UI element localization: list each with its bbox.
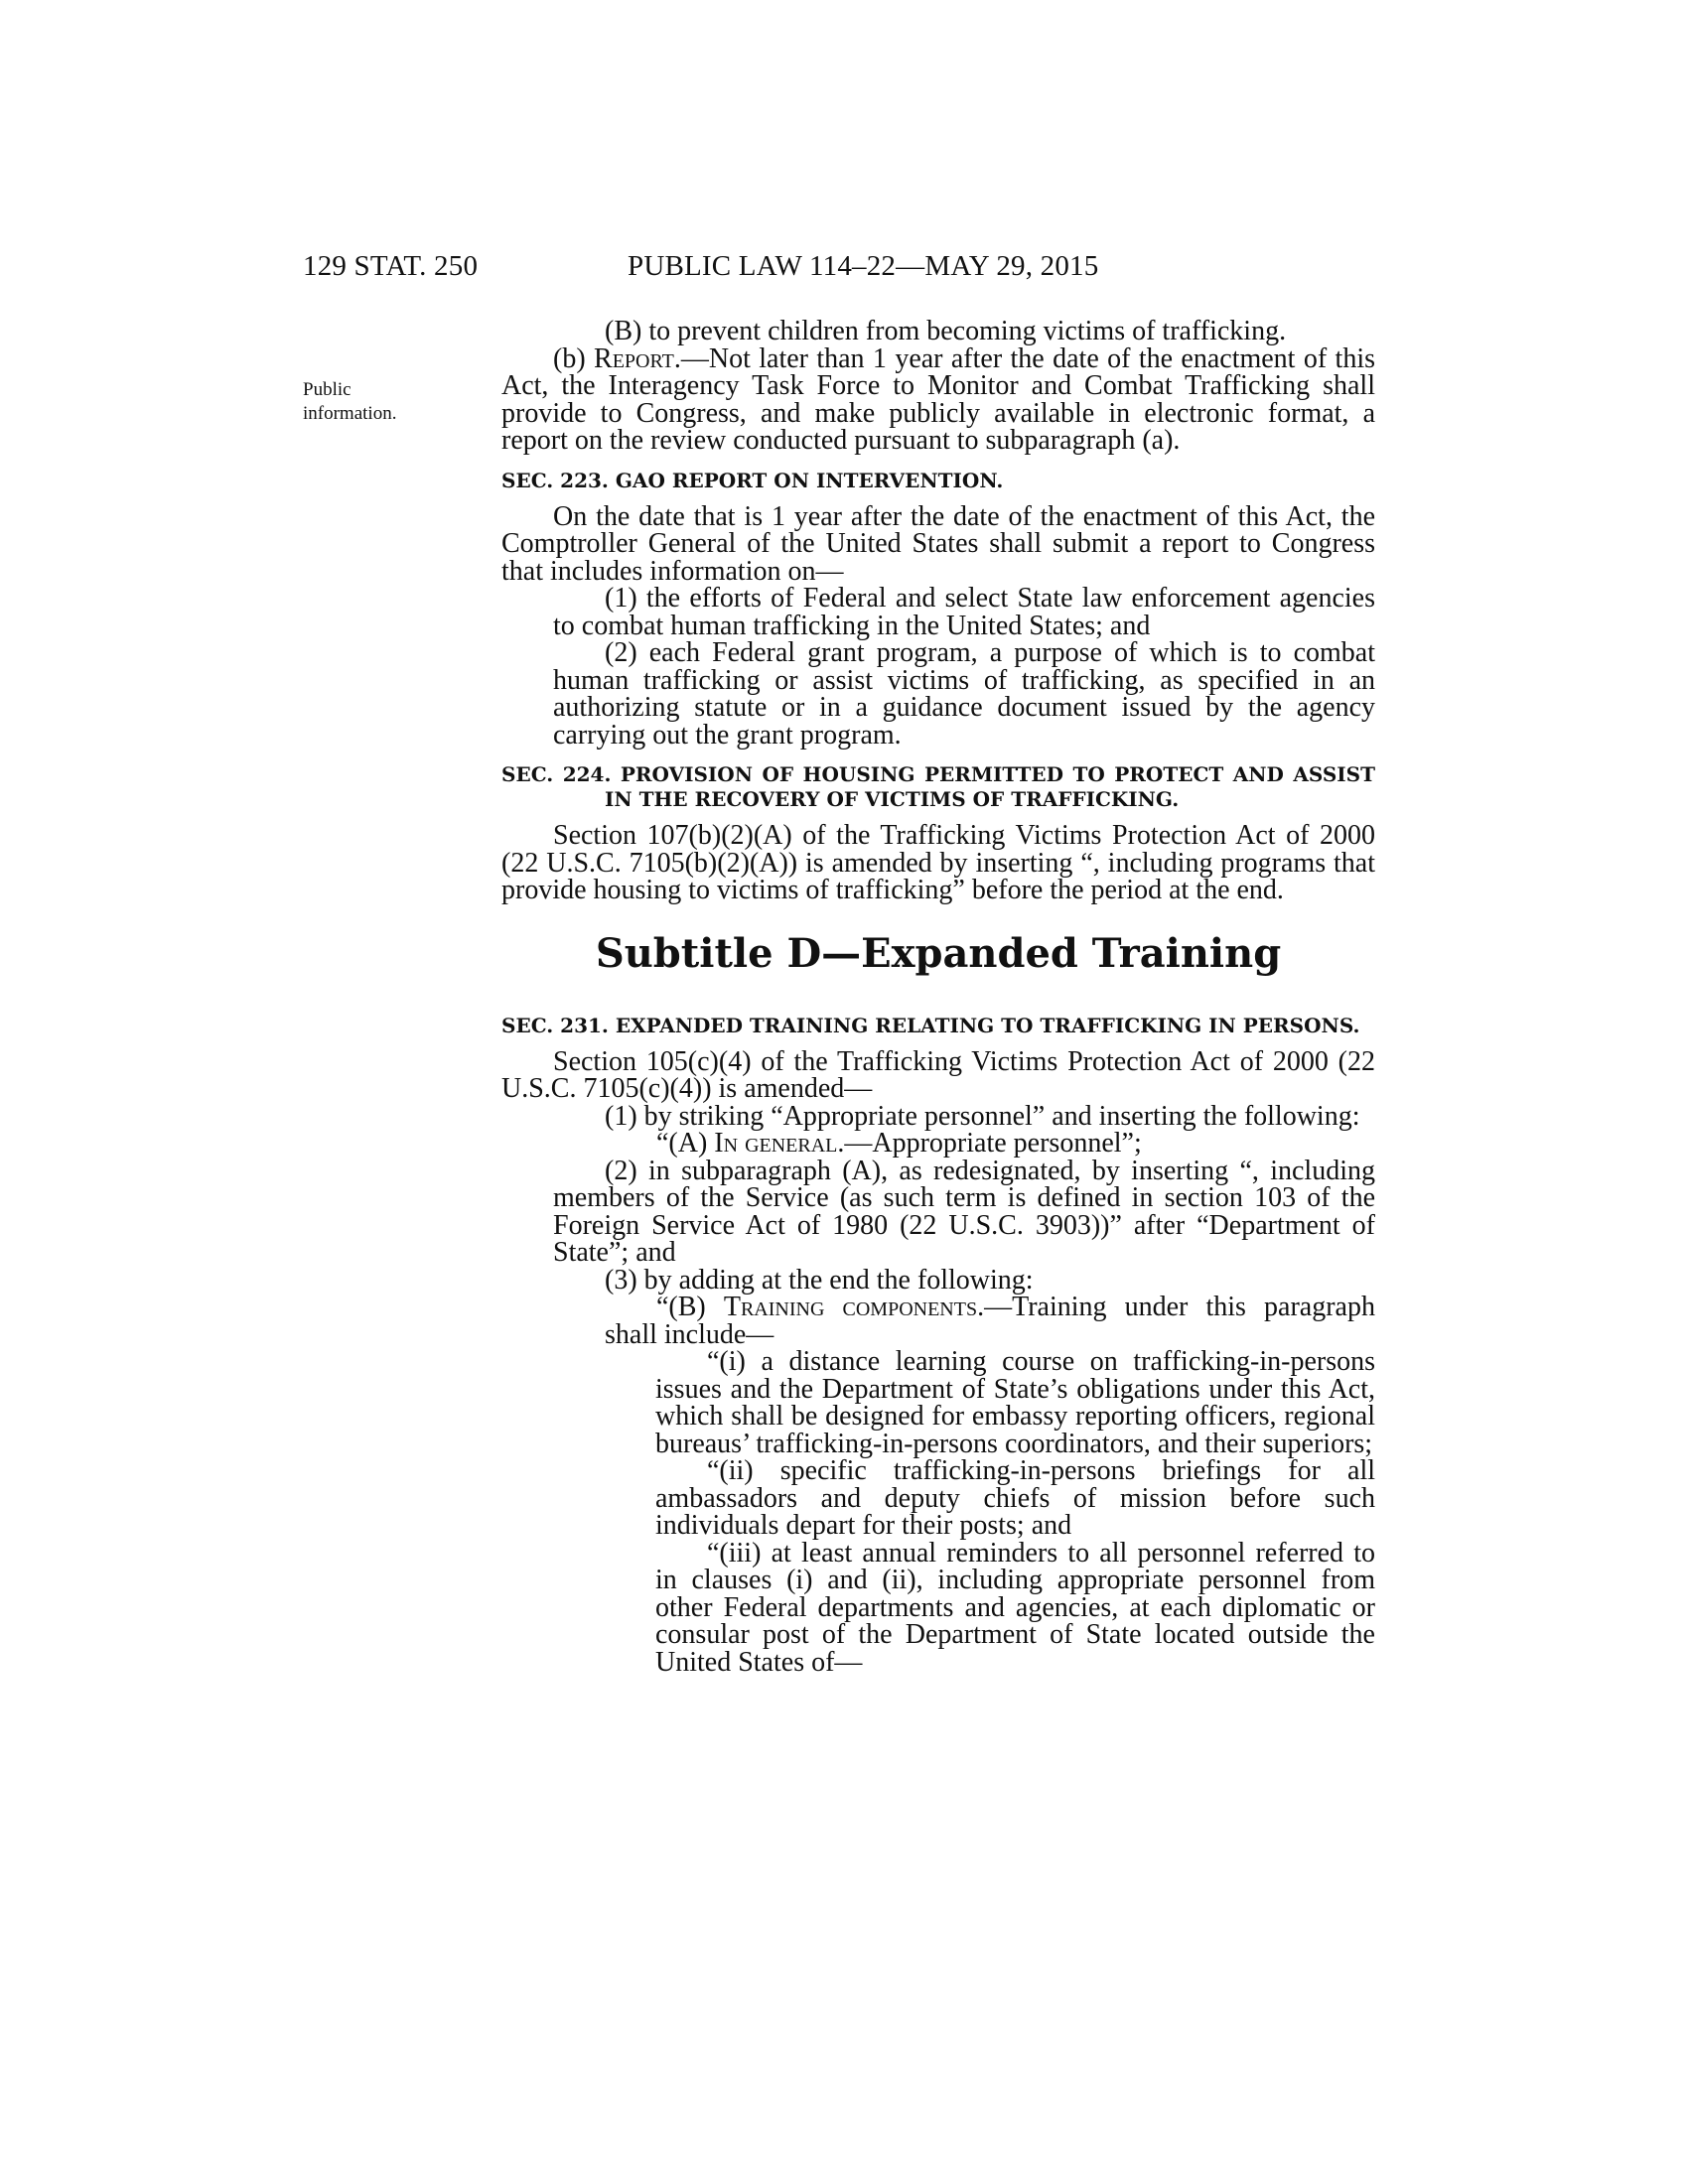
report-number: (b) bbox=[553, 342, 595, 374]
quote-b-heading: Training components bbox=[723, 1292, 978, 1322]
section-223-intro: On the date that is 1 year after the date of the enactment of this Act, the Comptroller General of the United States shall submit a report to Congress that includes information on— bbox=[501, 500, 1375, 587]
section-231-item-1: (1) by striking “Appropriate personnel” and inserting the following: bbox=[605, 1100, 1360, 1132]
section-231-item-3: (3) by adding at the end the following: bbox=[605, 1264, 1034, 1296]
quote-b-prefix: “(B) bbox=[656, 1292, 724, 1322]
section-223-heading: SEC. 223. GAO REPORT ON INTERVENTION. bbox=[501, 468, 1004, 492]
margin-note bbox=[303, 378, 396, 426]
clause-iii: “(iii) at least annual reminders to all personnel referred to in clauses (i) and (ii), including appropriate personnel from other Federal departments and agencies, at each diplomatic or consular post of the Department of State located outside the United States of— bbox=[655, 1537, 1375, 1678]
report-paragraph bbox=[501, 342, 1375, 456]
page-body bbox=[501, 318, 1375, 1676]
report-text: .—Not later than 1 year after the date of the enactment of this Act, the Interagency Task Force to Monitor and Combat Trafficking shall provide to Congress, and make publicly available in electronic format, a report on the review conducted pursuant to subparagraph (a). bbox=[501, 342, 1375, 456]
running-header: PUBLIC LAW 114–22—MAY 29, 2015 bbox=[628, 250, 1099, 282]
section-224-text: Section 107(b)(2)(A) of the Trafficking Victims Protection Act of 2000 (22 U.S.C. 7105(b)(2)(A)) is amended by inserting “, including programs that provide housing to victims of trafficking” before the period at the end. bbox=[501, 820, 1375, 905]
paragraph-b: (B) to prevent children from becoming victims of trafficking. bbox=[605, 316, 1287, 346]
section-231-intro: Section 105(c)(4) of the Trafficking Victims Protection Act of 2000 (22 U.S.C. 7105(c)(4)) is amended— bbox=[501, 1045, 1375, 1104]
report-heading: Report bbox=[594, 342, 674, 374]
quote-a-heading: In general bbox=[714, 1128, 838, 1159]
clause-ii: “(ii) specific trafficking-in-persons briefings for all ambassadors and deputy chiefs of mission before such individuals depart for their posts; and bbox=[655, 1455, 1375, 1541]
margin-note-line: information. bbox=[303, 403, 397, 424]
section-224-heading: SEC. 224. PROVISION OF HOUSING PERMITTED TO PROTECT AND ASSIST IN THE RECOVERY OF VICTIMS OF TRAFFICKING. bbox=[501, 762, 1375, 811]
section-223-item-1: (1) the efforts of Federal and select State law enforcement agencies to combat human trafficking in the United States; and bbox=[553, 583, 1375, 641]
quote-b-text: .—Training under this paragraph shall include— bbox=[605, 1292, 1375, 1350]
section-231-heading: SEC. 231. EXPANDED TRAINING RELATING TO TRAFFICKING IN PERSONS. bbox=[501, 1013, 1360, 1037]
section-231-item-2: (2) in subparagraph (A), as redesignated, by inserting “, including members of the Service (as such term is defined in section 103 of the Foreign Service Act of 1980 (22 U.S.C. 3903))” after “Department of State”; and bbox=[553, 1155, 1375, 1268]
margin-note-line: Public bbox=[303, 379, 352, 400]
quoted-subparagraph-b bbox=[501, 1294, 1375, 1348]
statute-page-number: 129 STAT. 250 bbox=[303, 250, 479, 282]
clause-i: “(i) a distance learning course on trafficking-in-persons issues and the Department of State’s obligations under this Act, which shall be designed for embassy reporting officers, regional bureaus’ trafficking-in-persons coordinators, and their superiors; bbox=[655, 1346, 1375, 1459]
subtitle-heading: Subtitle D—Expanded Training bbox=[595, 929, 1282, 977]
quoted-subparagraph-a bbox=[501, 1130, 1375, 1158]
quote-a-text: .—Appropriate personnel”; bbox=[837, 1128, 1142, 1159]
section-223-item-2: (2) each Federal grant program, a purpose of which is to combat human trafficking or assist victims of trafficking, as specified in an authorizing statute or in a guidance document issued by the agency carrying out the grant program. bbox=[553, 637, 1375, 751]
quote-a-prefix: “(A) bbox=[656, 1128, 715, 1159]
